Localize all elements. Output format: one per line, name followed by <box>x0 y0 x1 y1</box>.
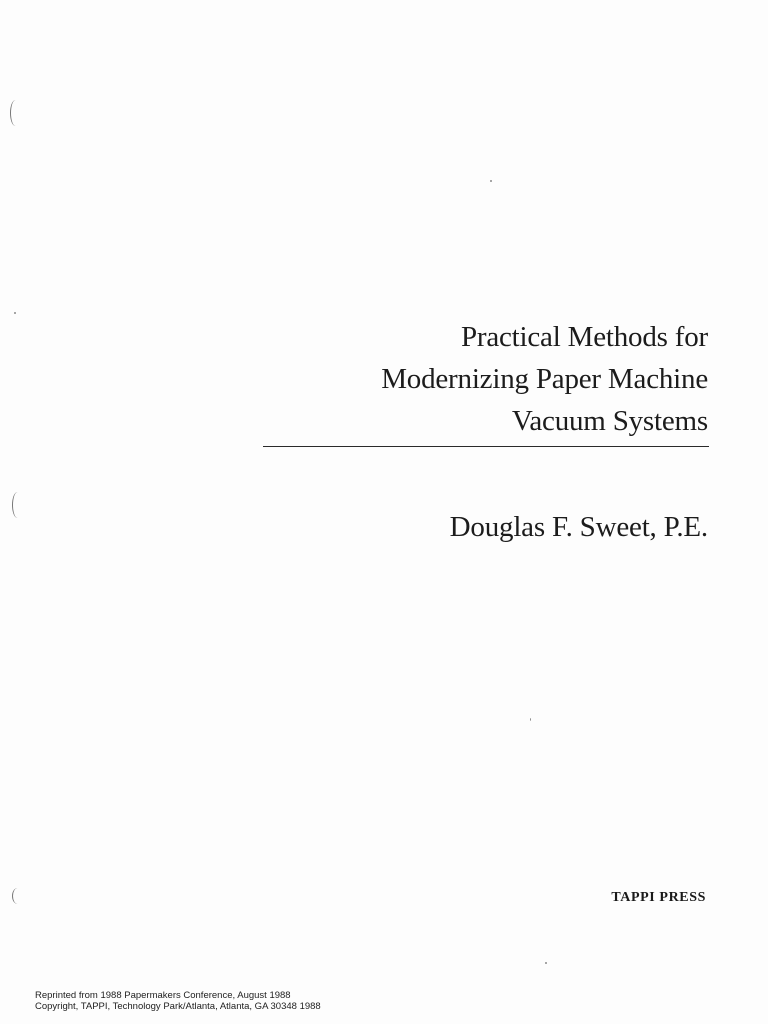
footer-line: Copyright, TAPPI, Technology Park/Atlanta, Atlanta, GA 30348 1988 <box>35 1001 321 1012</box>
footer-line: Reprinted from 1988 Papermakers Conference, August 1988 <box>35 990 291 1001</box>
document-title <box>248 316 708 442</box>
reprint-footer <box>35 990 321 1012</box>
scan-margin-mark <box>12 888 23 904</box>
scan-speck <box>14 312 16 314</box>
title-divider <box>263 446 709 447</box>
scan-margin-mark <box>12 492 23 518</box>
scan-speck <box>490 180 492 182</box>
scan-speck <box>530 718 531 721</box>
title-line: Modernizing Paper Machine <box>381 363 708 395</box>
scan-speck <box>545 962 547 964</box>
publisher-name: TAPPI PRESS <box>611 890 706 905</box>
title-line: Practical Methods for <box>460 321 708 353</box>
author-name: Douglas F. Sweet, P.E. <box>449 511 708 543</box>
scan-margin-mark <box>10 100 21 126</box>
title-line: Vacuum Systems <box>511 405 708 437</box>
